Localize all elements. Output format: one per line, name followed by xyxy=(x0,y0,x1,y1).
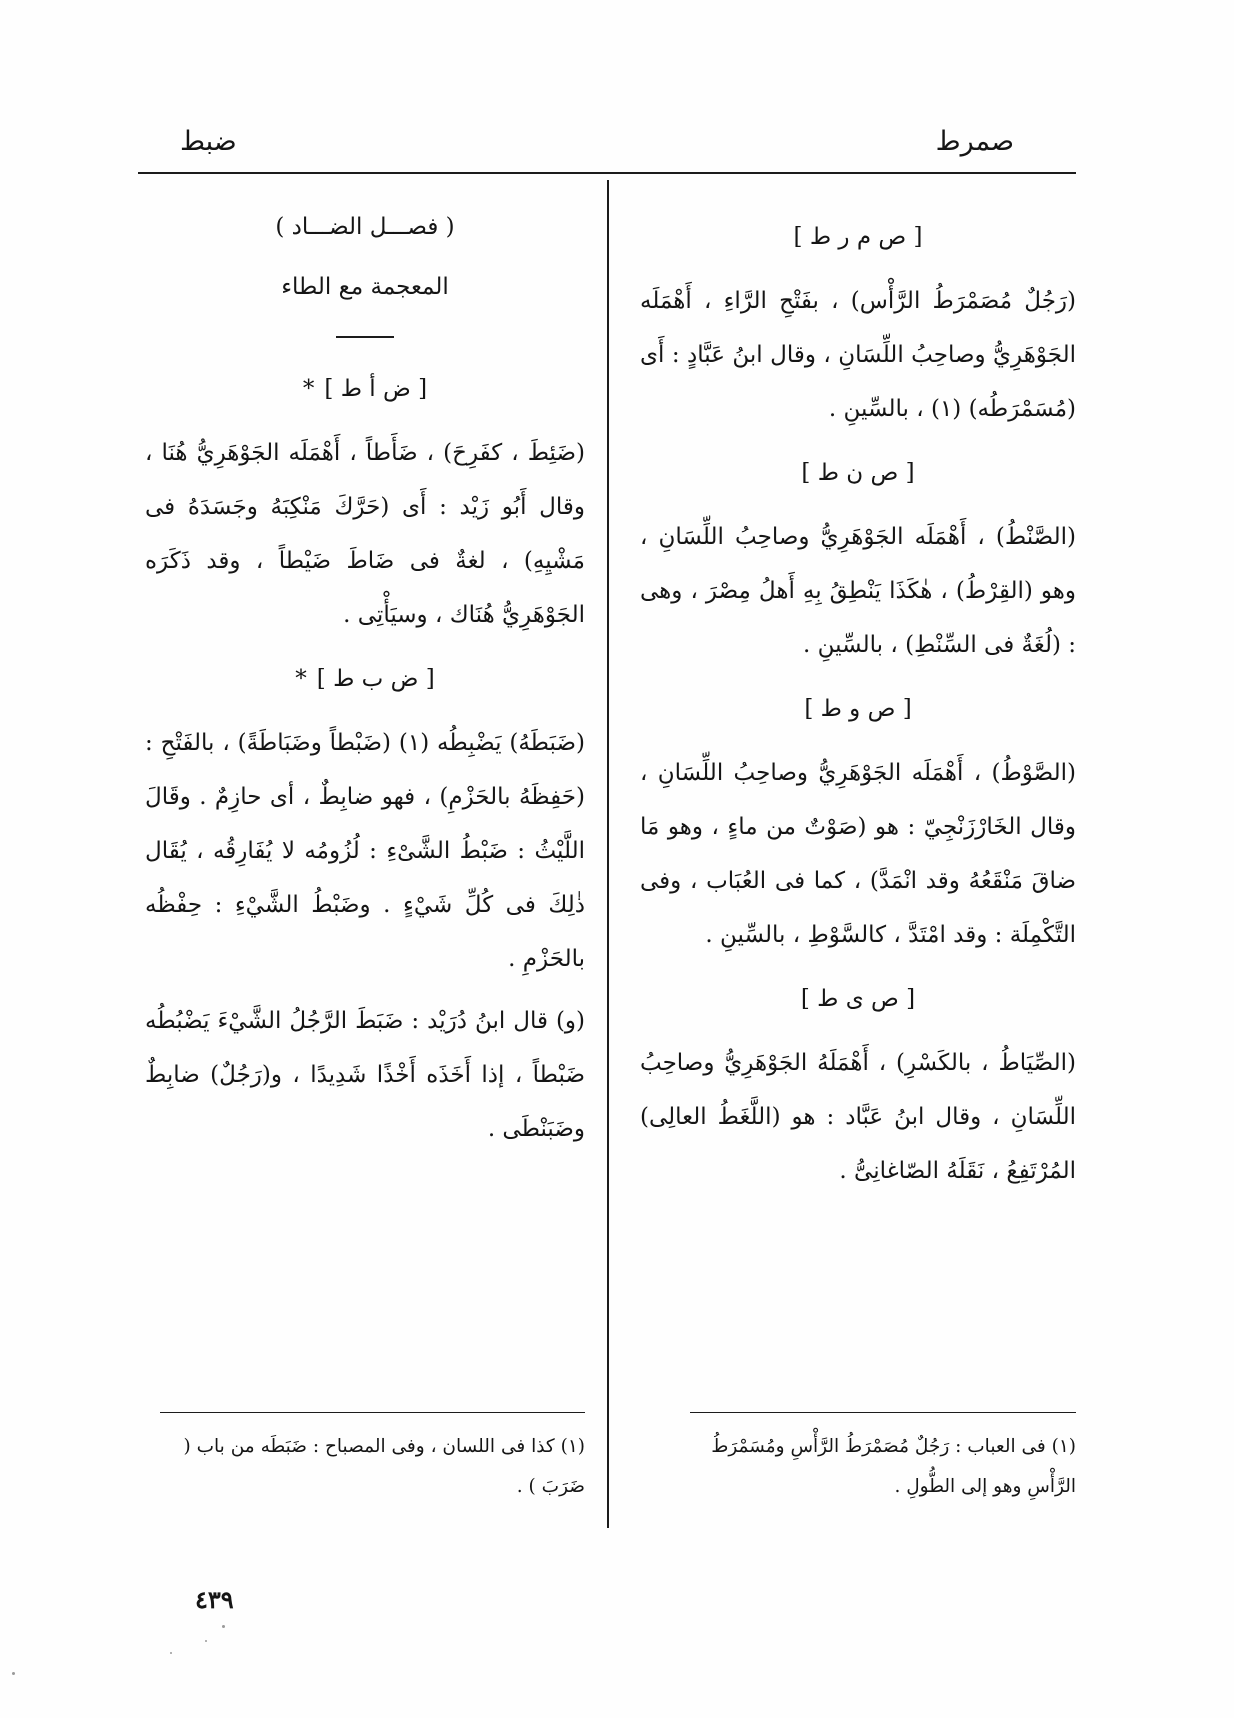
entry-head: [ ص ن ط ] xyxy=(801,460,915,486)
entry-text: (ضَبَطَهُ) يَضْبِطُه (١) (ضَبْطاً وضَبَاطَةً) ، بالفَتْحِ : (حَفِظَهُ بالحَزْمِ) ، فهو ضابِطٌ ، أى حازِمٌ . وقَالَ اللَّيْثُ : ضَبْطُ الشَّىْءِ : لُزُومُه لا يُفَارِقُه ، يُقَال ذٰلِكَ فى كُلِّ شَيْءٍ . وضَبْطُ الشَّيْءِ : حِفْظُه بالحَزْمِ . xyxy=(145,730,585,972)
entry-head: [ ص م ر ط ] xyxy=(793,224,923,250)
entry-head xyxy=(145,652,585,706)
entry-text: (و) قال ابنُ دُرَيْد : ضَبَطَ الرَّجُلُ الشَّيْءَ يَضْبُطُه ضَبْطاً ، إذا أَخَذَه أَخْذًا شَدِيدًا ، و(رَجُلٌ) ضابِطٌ وضَبَنْطَى . xyxy=(145,1008,585,1142)
scan-speck xyxy=(12,1672,15,1675)
entry-head-label: [ ض ب ط ] xyxy=(316,666,435,692)
header-rule xyxy=(138,172,1076,174)
scan-speck xyxy=(222,1625,225,1628)
page-number: ٤٣٩ xyxy=(195,1585,234,1614)
entry-head xyxy=(145,362,585,416)
entry-text: (الصَّنْطُ) ، أَهْمَلَه الجَوْهَرِيُّ وصاحِبُ اللِّسَانِ ، وهو (القِرْطُ) ، هٰكَذَا يَنْطِقُ بِهِ أَهلُ مِصْرَ ، وهى : (لُغَةٌ فى السِّنْطِ) ، بالسِّينِ . xyxy=(640,524,1076,658)
running-head-right: صمرط xyxy=(935,126,1014,157)
entry-head-label: [ ض أ ط ] xyxy=(324,376,428,402)
footnote-left: (١) كذا فى اللسان ، وفى المصباح : ضَبَطَه من باب ( ضَرَبَ ) . xyxy=(183,1436,585,1497)
section-subtitle: المعجمة مع الطاء xyxy=(281,274,449,300)
star-marker: * xyxy=(302,376,315,402)
running-head-left: ضبط xyxy=(180,126,237,157)
entry-text: (الصَّوْطُ) ، أَهْمَلَه الجَوْهَرِيُّ وصاحِبُ اللِّسَانِ ، وقال الخَارْزَنْجِيّ : هو (صَوْتٌ من ماءٍ ، وهو مَا ضاقَ مَنْقَعُهُ وقد انْمَدَّ) ، كما فى العُبَاب ، وفى التَّكْمِلَة : وقد امْتَدَّ ، كالسَّوْطِ ، بالسِّينِ . xyxy=(640,760,1076,948)
entry-text: (رَجُلٌ مُصَمْرَطُ الرَّأْس) ، بفَتْحِ الرَّاءِ ، أَهْمَلَه الجَوْهَرِيُّ وصاحِبُ اللِّسَانِ ، وقال ابنُ عَبَّادٍ : أَى (مُسَمْرَطُه) (١) ، بالسِّينِ . xyxy=(640,288,1076,422)
footnote-rule-right xyxy=(690,1412,1076,1413)
column-divider xyxy=(607,180,609,1528)
entry-text: (الصِّيَاطُ ، بالكَسْرِ) ، أَهْمَلَهُ الجَوْهَرِيُّ وصاحِبُ اللِّسَانِ ، وقال ابنُ عَبَّاد : هو (اللَّغَطُ العالِى) المُرْتَفِعُ ، نَقَلَهُ الصّاغانِىُّ . xyxy=(640,1050,1076,1184)
entry-head: [ ص و ط ] xyxy=(804,696,912,722)
section-title: ( فصـــل الضـــاد ) xyxy=(275,214,455,240)
right-column xyxy=(640,200,1076,1206)
star-marker: * xyxy=(295,666,307,692)
scan-speck xyxy=(205,1640,207,1642)
footnote-rule-left xyxy=(160,1412,585,1413)
entry-head: [ ص ى ط ] xyxy=(800,986,916,1012)
entry-text: (ضَئِطَ ، كفَرِحَ) ، ضَأَطاً ، أَهْمَلَه الجَوْهَرِيُّ هُنَا ، وقال أَبُو زَيْد : أَى (حَرَّكَ مَنْكِبَهُ وجَسَدَهُ فى مَشْيِهِ) ، لغةٌ فى ضَاطَ ضَيْطاً ، وقد ذَكَرَه الجَوْهَرِيُّ هُنَاك ، وسيَأْتِى . xyxy=(145,440,585,628)
left-column xyxy=(145,200,585,1164)
section-rule xyxy=(336,336,394,338)
scan-speck xyxy=(170,1652,172,1654)
footnote-right: (١) فى العباب : رَجُلٌ مُصَمْرَطُ الرَّأْسِ ومُسَمْرَطُ الرَّأْسِ وهو إلى الطُّولِ . xyxy=(711,1436,1076,1497)
